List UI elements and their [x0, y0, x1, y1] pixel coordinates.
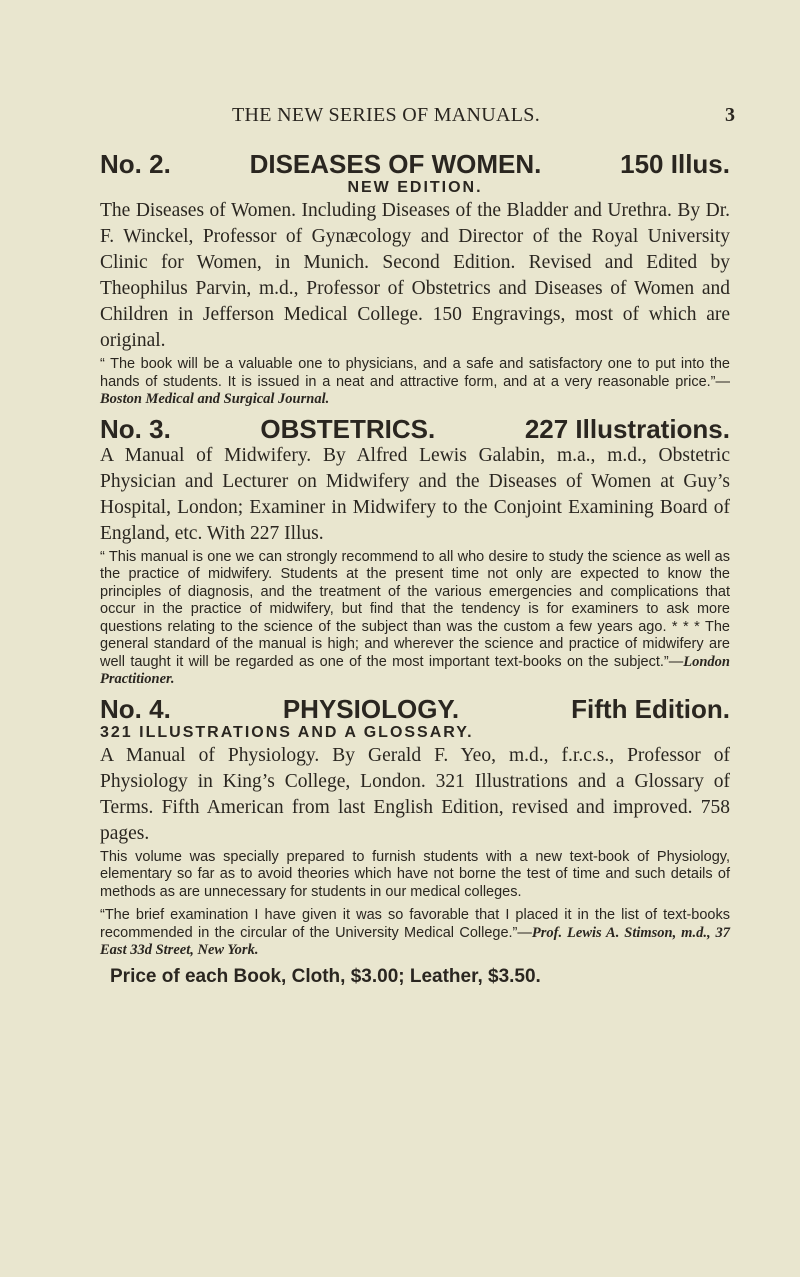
- review-source: Boston Medical and Surgical Journal.: [100, 391, 330, 407]
- review-source: Prof. Lewis A. Stimson, m.d., 37 East 33d Street, New York.: [100, 924, 731, 958]
- price-line: Price of each Book, Cloth, $3.00; Leather, $3.50.: [110, 965, 541, 987]
- entry-number: No. 4.: [100, 693, 171, 724]
- running-title: THE NEW SERIES OF MANUALS.: [232, 104, 540, 126]
- entry-heading: [100, 415, 730, 443]
- entry-obstetrics: [100, 415, 730, 689]
- review-quote: “ This manual is one we can strongly recommend to all who desire to study the science as well as the practice of midwifery. Students at the present time not only are expected to know the principles of diagnosis, and the treatment of the various emergencies and complications that occur in the practice of midwifery, but find that the tendency is for examiners to ask more questions relating to the science of the subject than was the custom a few years ago. * * * The general standard of the manual is high; and wherever the science and practice of midwifery are well taught it will be regarded as one of the most important text-books on the subject.”—London Practitioner.: [100, 548, 730, 687]
- entry-number: No. 2.: [100, 149, 171, 179]
- entry-description: A Manual of Midwifery. By Alfred Lewis Galabin, m.a., m.d., Obstetric Physician and Lecturer on Midwifery and the Diseases of Women at Guy’s Hospital, London; Examiner in Midwifery to the Conjoint Examining Board of England, etc. With 227 Illus.: [100, 444, 730, 544]
- page-content: [100, 150, 730, 988]
- entry-heading: [100, 150, 730, 178]
- entry-physiology: [100, 695, 730, 960]
- review-quote: “The brief examination I have given it was so favorable that I placed it in the list of text-books recommended in the circular of the University Medical College.”—Prof. Lewis A. Stimson, m.d., 37 East 33d Street, New York.: [100, 907, 731, 958]
- entry-edition: Fifth Edition.: [571, 693, 730, 724]
- entry-description: A Manual of Physiology. By Gerald F. Yeo, m.d., f.r.c.s., Professor of Physiology in King’s College, London. 321 Illustrations and a Glossary of Terms. Fifth American from last English Edition, revised and improved. 758 pages.: [100, 744, 730, 844]
- entry-number: No. 3.: [100, 413, 171, 444]
- entry-title: OBSTETRICS.: [260, 413, 436, 444]
- entry-subtitle: 321 ILLUSTRATIONS AND A GLOSSARY.: [100, 723, 474, 741]
- publisher-note: This volume was specially prepared to furnish students with a new text-book of Physiology, elementary so far as to avoid theories which have not borne the test of time and such details of methods as are unnecessary for students in our medical colleges.: [100, 848, 730, 900]
- page-number: 3: [725, 104, 735, 126]
- entry-description: The Diseases of Women. Including Diseases of the Bladder and Urethra. By Dr. F. Winckel, Professor of Gynæcology and Director of the Royal University Clinic for Women, in Munich. Second Edition. Revised and Edited by Theophilus Parvin, m.d., Professor of Obstetrics and Diseases of Women and Children in Jefferson Medical College. 150 Engravings, most of which are original.: [100, 200, 730, 351]
- entry-title: PHYSIOLOGY.: [282, 693, 460, 724]
- entry-subtitle: NEW EDITION.: [347, 179, 483, 196]
- entry-illustrations: 227 Illustrations.: [524, 413, 730, 444]
- entry-heading: [100, 695, 730, 723]
- entry-title: DISEASES OF WOMEN.: [249, 149, 542, 179]
- entry-diseases-of-women: [100, 150, 730, 409]
- review-quote: “ The book will be a valuable one to physicians, and a safe and satisfactory one to put into the hands of students. It is issued in a neat and attractive form, and at a very reasonable price.”—Boston Medical and Surgical Journal.: [100, 356, 730, 407]
- entry-illustrations: 150 Illus.: [620, 149, 730, 179]
- review-source: London Practitioner.: [100, 653, 730, 687]
